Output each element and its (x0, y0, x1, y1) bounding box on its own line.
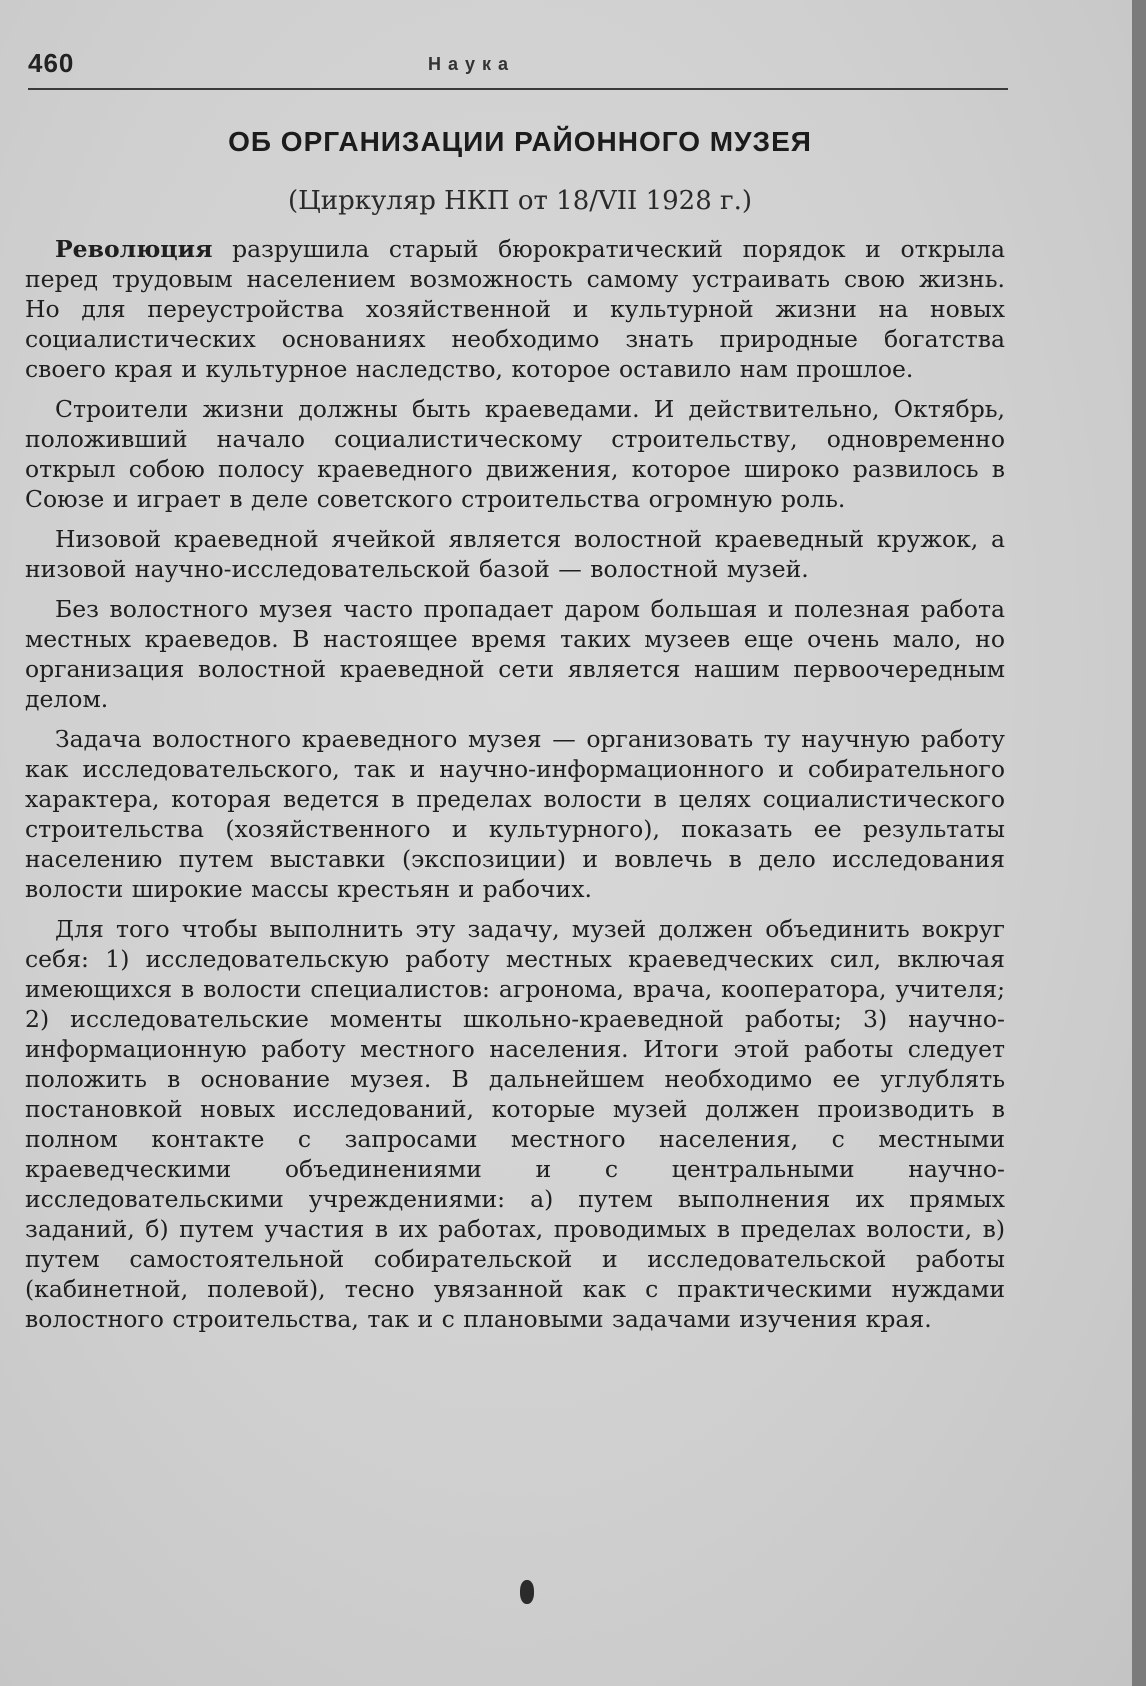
ink-blot (520, 1580, 534, 1604)
page-edge-shadow (1132, 0, 1146, 1686)
page-number: 460 (28, 48, 75, 78)
paragraph-4: Без волостного музея часто пропадает даром большая и полезная работа местных краеведов. В настоящее время таких музеев еще очень мало, но организация волостной краеведной сети является нашим первоочередным делом. (25, 595, 1005, 713)
paragraph-1 (25, 234, 1005, 384)
article-title: ОБ ОРГАНИЗАЦИИ РАЙОННОГО МУЗЕЯ (228, 126, 812, 157)
paragraph-1-text: разрушила старый бюрократический порядок и открыла перед трудовым населением возможность самому устраивать свою жизнь. Но для переустройства хозяйственной и культурной жизни на новых социалистических основаниях необходимо знать природные богатства своего края и культурное наследство, которое оставило нам прошлое. (25, 235, 1005, 383)
journal-name: Наука (428, 54, 516, 74)
article-subtitle: (Циркуляр НКП от 18/VII 1928 г.) (287, 186, 753, 216)
running-header (28, 44, 1008, 90)
paragraph-6: Для того чтобы выполнить эту задачу, музей должен объединить вокруг себя: 1) исследовательскую работу местных краеведческих сил, включая имеющихся в волости специалистов: агронома, врача, кооператора, учителя; 2) исследовательские моменты школьно-краеведной работы; 3) научно-информационную работу местного населения. Итоги этой работы следует положить в основание музея. В дальнейшем необходимо ее углублять постановкой новых исследований, которые музей должен производить в полном контакте с запросами местного населения, с местными краеведческими объединениями и с центральными научно-исследовательскими учреждениями: а) путем выполнения их прямых заданий, б) путем участия в их работах, проводимых в пределах волости, в) путем самостоятельной собирательской и исследовательской работы (кабинетной, полевой), тесно увязанной как с практическими нуждами волостного строительства, так и с плановыми задачами изучения края. (25, 915, 1005, 1333)
paragraph-lead-word: Революция (55, 235, 213, 263)
article-body (25, 234, 1005, 1344)
paragraph-2: Строители жизни должны быть краеведами. И действительно, Октябрь, положивший начало социалистическому строительству, одновременно открыл собою полосу краеведного движения, которое широко развилось в Союзе и играет в деле советского строительства огромную роль. (25, 395, 1005, 513)
paragraph-3: Низовой краеведной ячейкой является волостной краеведный кружок, а низовой научно-исследовательской базой — волостной музей. (25, 525, 1005, 583)
paragraph-5: Задача волостного краеведного музея — организовать ту научную работу как исследовательского, так и научно-информационного и собирательного характера, которая ведется в пределах волости в целях социалистического строительства (хозяйственного и культурного), показать ее результаты населению путем выставки (экспозиции) и вовлечь в дело исследования волости широкие массы крестьян и рабочих. (25, 725, 1005, 903)
